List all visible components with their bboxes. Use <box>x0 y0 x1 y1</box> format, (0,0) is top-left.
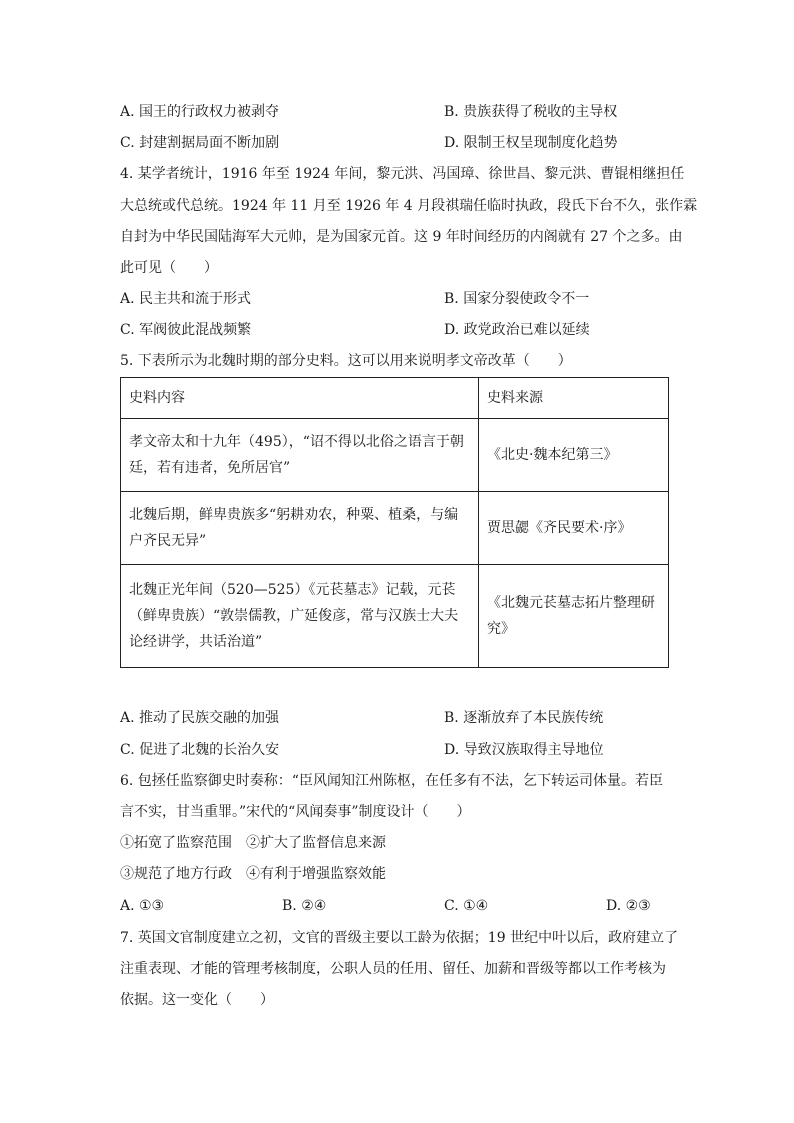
cell-line: （鲜卑贵族）“敦崇儒教，广延俊彦，常与汉族士大夫 <box>129 608 459 624</box>
cell-line: 《北魏元苌墓志拓片整理研 <box>487 595 655 611</box>
q3-option-a: A. 国王的行政权力被剥夺 <box>120 104 280 120</box>
q3-option-b: B. 贵族获得了税收的主导权 <box>444 104 618 120</box>
cell-line: 论经讲学，共话治道” <box>129 634 263 650</box>
row-content <box>121 419 479 492</box>
q3-option-d: D. 限制王权呈现制度化趋势 <box>444 135 618 151</box>
q6-stem-line: 言不实，甘当重罪。”宋代的“风闻奏事”制度设计（ ） <box>120 804 471 820</box>
cell-line: 北魏正光年间（520—525）《元苌墓志》记载，元苌 <box>129 582 456 598</box>
source-table <box>120 377 669 668</box>
q5-option-b: B. 逐渐放弃了本民族传统 <box>444 710 604 726</box>
q6-option-c: C. ①④ <box>444 898 489 914</box>
q4-option-c: C. 军阀彼此混战频繁 <box>120 322 252 338</box>
cell-line: 究》 <box>487 621 515 637</box>
cell-line: 贾思勰《齐民要术·序》 <box>487 520 632 536</box>
q4-stem-line: 大总统或代总统。1924 年 11 月至 1926 年 4 月段祺瑞任临时执政，段氏下台不久，张作霖 <box>120 198 698 214</box>
header-content: 史料内容 <box>121 378 479 419</box>
q5-option-a: A. 推动了民族交融的加强 <box>120 710 280 726</box>
row-source <box>479 419 669 492</box>
row-source <box>479 565 669 668</box>
q4-stem-line: 4. 某学者统计，1916 年至 1924 年间，黎元洪、冯国璋、徐世昌、黎元洪、曹锟相继担任 <box>120 166 685 182</box>
q6-option-a: A. ①③ <box>120 898 165 914</box>
header-source: 史料来源 <box>479 378 669 419</box>
q5-option-c: C. 促进了北魏的长治久安 <box>120 742 280 758</box>
q6-option-d: D. ②③ <box>606 898 651 914</box>
row-content <box>121 565 479 668</box>
q7-stem-line: 注重表现、才能的管理考核制度，公职人员的任用、留任、加薪和晋级等都以工作考核为 <box>120 961 666 977</box>
q6-item-line: ③规范了地方行政 ④有利于增强监察效能 <box>120 866 386 882</box>
q6-item-line: ①拓宽了监察范围 ②扩大了监督信息来源 <box>120 835 386 851</box>
q4-option-d: D. 政党政治已难以延续 <box>444 322 590 338</box>
row-source <box>479 492 669 565</box>
table-row <box>121 492 669 565</box>
q4-option-a: A. 民主共和流于形式 <box>120 291 252 307</box>
q7-stem-line: 依据。这一变化（ ） <box>120 992 274 1008</box>
cell-line: 孝文帝太和十九年（495），“诏不得以北俗之语言于朝 <box>129 434 464 450</box>
q4-stem-line: 自封为中华民国陆海军大元帅，是为国家元首。这 9 年时间经历的内阁就有 27 个之多。由 <box>120 229 683 245</box>
q4-option-b: B. 国家分裂使政令不一 <box>444 291 590 307</box>
q5-option-d: D. 导致汉族取得主导地位 <box>444 742 604 758</box>
cell-line: 廷，若有违者，免所居官” <box>129 460 291 476</box>
q6-stem-line: 6. 包拯任监察御史时奏称：“臣风闻知江州陈枢，在任多有不法，乞下转运司体量。若臣 <box>120 773 663 789</box>
q5-stem: 5. 下表所示为北魏时期的部分史料。这可以用来说明孝文帝改革（ ） <box>120 353 572 369</box>
row-content <box>121 492 479 565</box>
q7-stem-line: 7. 英国文官制度建立之初，文官的晋级主要以工龄为依据；19 世纪中叶以后，政府建立了 <box>120 930 679 946</box>
cell-line: 北魏后期，鲜卑贵族多“躬耕劝农，种粟、植桑，与编 <box>129 507 459 523</box>
cell-line: 户齐民无异” <box>129 533 207 549</box>
q6-option-b: B. ②④ <box>282 898 327 914</box>
q3-option-c: C. 封建割据局面不断加剧 <box>120 135 280 151</box>
q4-stem-line: 此可见（ ） <box>120 260 218 276</box>
table-row <box>121 419 669 492</box>
cell-line: 《北史·魏本纪第三》 <box>487 447 618 463</box>
table-row <box>121 565 669 668</box>
table-header-row <box>121 378 669 419</box>
